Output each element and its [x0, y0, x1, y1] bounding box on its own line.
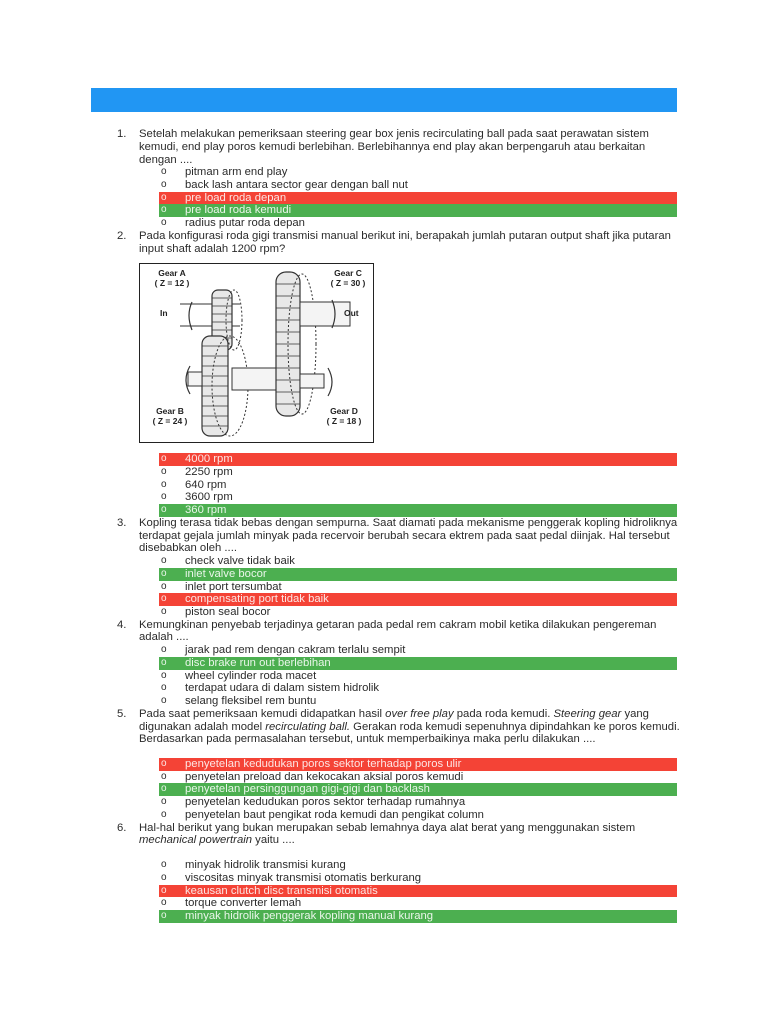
bullet-icon: o — [161, 491, 167, 503]
question-text: Kemungkinan penyebab terjadinya getaran pada pedal rem cakram mobil ketika dilakukan pengereman adalah .... — [139, 618, 657, 644]
question-number: 4. — [117, 618, 127, 631]
gear-b-label: Gear B ( Z = 24 ) — [152, 406, 188, 427]
option-label: 4000 rpm — [185, 453, 233, 466]
option-label: inlet port tersumbat — [185, 580, 282, 593]
options-list — [0, 758, 680, 821]
option-correct[interactable] — [159, 504, 677, 517]
gear-a-label: Gear A ( Z = 12 ) — [154, 268, 190, 289]
option[interactable] — [159, 479, 677, 492]
bullet-icon: o — [161, 453, 167, 465]
bullet-icon: o — [161, 166, 167, 178]
input-label: In — [160, 308, 168, 319]
question-6 — [0, 822, 768, 923]
option-wrong[interactable] — [159, 593, 677, 606]
option-correct[interactable] — [159, 568, 677, 581]
question-number: 1. — [117, 128, 127, 140]
bullet-icon: o — [161, 191, 167, 203]
option[interactable] — [159, 179, 677, 192]
option-label: minyak hidrolik penggerak kopling manual kurang — [185, 909, 434, 922]
spacer — [139, 847, 680, 859]
option-label: selang fleksibel rem buntu — [185, 695, 317, 708]
question-text: Pada konfigurasi roda gigi transmisi manual berikut ini, berapakah jumlah putaran output shaft jika putaran input shaft adalah 1200 rpm? — [139, 229, 671, 255]
option-correct[interactable] — [159, 910, 677, 923]
option-label: viscositas minyak transmisi otomatis berkurang — [185, 871, 422, 884]
question-4 — [0, 619, 768, 708]
option-label: piston seal bocor — [185, 606, 271, 618]
bullet-icon: o — [161, 770, 167, 782]
bullet-icon: o — [161, 478, 167, 490]
option-label: 360 rpm — [185, 504, 227, 517]
option[interactable] — [159, 606, 677, 619]
gear-d-label: Gear D ( Z = 18 ) — [326, 406, 362, 427]
option[interactable] — [159, 555, 677, 568]
question-number: 2. — [117, 229, 127, 242]
bullet-icon: o — [161, 179, 167, 191]
bullet-icon: o — [161, 644, 167, 656]
option-label: jarak pad rem dengan cakram terlalu sempit — [185, 644, 406, 657]
option[interactable] — [159, 872, 677, 885]
option[interactable] — [159, 796, 677, 809]
option-label: torque converter lemah — [185, 897, 302, 910]
bullet-icon: o — [161, 758, 167, 770]
option-label: terdapat udara di dalam sistem hidrolik — [185, 682, 380, 695]
option[interactable] — [159, 682, 677, 695]
option[interactable] — [159, 466, 677, 479]
option-wrong[interactable] — [159, 758, 677, 771]
option[interactable] — [159, 670, 677, 683]
option[interactable] — [159, 859, 677, 872]
option-label: compensating port tidak baik — [185, 593, 329, 606]
quiz-document — [0, 128, 768, 923]
option-label: 640 rpm — [185, 478, 227, 491]
question-5 — [0, 708, 768, 822]
options-list — [0, 644, 680, 707]
bullet-icon: o — [161, 808, 167, 820]
question-text: Pada saat pemeriksaan kemudi didapatkan hasil over free play pada roda kemudi. Steering gear yang digunakan adalah model recirculating ball. Gerakan roda kemudi sepenuhnya dipindahkan ke poros kemudi. Berdasarkan pada permasalahan tersebut, untuk memperbaikinya maka perlu dilakukan .... — [139, 707, 680, 746]
options-list — [0, 859, 680, 922]
question-1 — [0, 128, 768, 230]
option-label: disc brake run out berlebihan — [185, 656, 331, 669]
bullet-icon: o — [161, 204, 167, 216]
bullet-icon: o — [161, 606, 167, 617]
spacer — [139, 746, 680, 758]
option-wrong[interactable] — [159, 453, 677, 466]
option[interactable] — [159, 166, 677, 179]
option[interactable] — [159, 217, 677, 230]
bullet-icon: o — [161, 217, 167, 229]
bullet-icon: o — [161, 669, 167, 681]
bullet-icon: o — [161, 783, 167, 795]
option-label: wheel cylinder roda macet — [185, 669, 317, 682]
bullet-icon: o — [161, 593, 167, 605]
option-correct[interactable] — [159, 783, 677, 796]
option-correct[interactable] — [159, 204, 677, 217]
option[interactable] — [159, 771, 677, 784]
option[interactable] — [159, 897, 677, 910]
option-label: penyetelan persinggungan gigi-gigi dan backlash — [185, 783, 430, 796]
bullet-icon: o — [161, 504, 167, 516]
option-wrong[interactable] — [159, 885, 677, 898]
bullet-icon: o — [161, 796, 167, 808]
option-label: keausan clutch disc transmisi otomatis — [185, 884, 378, 897]
question-number: 5. — [117, 707, 127, 720]
options-list — [0, 453, 680, 516]
bullet-icon: o — [161, 466, 167, 478]
option-wrong[interactable] — [159, 192, 677, 205]
bullet-icon: o — [161, 871, 167, 883]
option-correct[interactable] — [159, 657, 677, 670]
bullet-icon: o — [161, 859, 167, 871]
option[interactable] — [159, 581, 677, 594]
option-label: pre load roda depan — [185, 191, 287, 204]
bullet-icon: o — [161, 897, 167, 909]
options-list — [0, 166, 680, 229]
bullet-icon: o — [161, 695, 167, 707]
option[interactable] — [159, 695, 677, 708]
option[interactable] — [159, 809, 677, 822]
gear-c-label: Gear C ( Z = 30 ) — [330, 268, 366, 289]
gear-diagram — [139, 263, 374, 443]
bullet-icon: o — [161, 580, 167, 592]
option[interactable] — [159, 644, 677, 657]
bullet-icon: o — [161, 656, 167, 668]
option-label: pre load roda kemudi — [185, 204, 292, 217]
options-list — [0, 555, 680, 618]
question-number: 3. — [117, 516, 127, 529]
bullet-icon: o — [161, 682, 167, 694]
option-label: penyetelan kedudukan poros sektor terhadap poros ulir — [185, 758, 462, 771]
option-label: check valve tidak baik — [185, 555, 295, 568]
option-label: penyetelan preload dan kekocakan aksial poros kemudi — [185, 770, 464, 783]
option-label: minyak hidrolik transmisi kurang — [185, 859, 346, 872]
bullet-icon: o — [161, 567, 167, 579]
option-label: penyetelan baut pengikat roda kemudi dan pengikat column — [185, 808, 484, 821]
bullet-icon: o — [161, 909, 167, 921]
bullet-icon: o — [161, 884, 167, 896]
question-number: 6. — [117, 821, 127, 834]
question-text: Kopling terasa tidak bebas dengan sempurna. Saat diamati pada mekanisme penggerak kopling hidroliknya terdapat gejala jumlah minyak pada recervoir berubah secara ektrem pada saat pedal diinjak. Hal tersebut disebabkan oleh .... — [139, 516, 678, 555]
question-text: Hal-hal berikut yang bukan merupakan sebab lemahnya daya alat berat yang menggunakan sistem mechanical powertrain yaitu .... — [139, 821, 636, 847]
option-label: 3600 rpm — [185, 491, 233, 504]
option-label: back lash antara sector gear dengan ball nut — [185, 179, 408, 192]
output-label: Out — [344, 308, 359, 319]
option-label: pitman arm end play — [185, 166, 288, 179]
option-label: penyetelan kedudukan poros sektor terhadap rumahnya — [185, 796, 466, 809]
option-label: radius putar roda depan — [185, 217, 305, 230]
question-3 — [0, 517, 768, 619]
option-label: inlet valve bocor — [185, 567, 267, 580]
header-banner — [91, 88, 677, 112]
option[interactable] — [159, 491, 677, 504]
question-2 — [0, 230, 768, 517]
question-text: Setelah melakukan pemeriksaan steering gear box jenis recirculating ball pada saat perawatan sistem kemudi, end play poros kemudi berlebihan. Berlebihannya end play akan berpengaruh atau berkaitan dengan .... — [139, 128, 649, 166]
bullet-icon: o — [161, 555, 167, 567]
option-label: 2250 rpm — [185, 466, 233, 479]
